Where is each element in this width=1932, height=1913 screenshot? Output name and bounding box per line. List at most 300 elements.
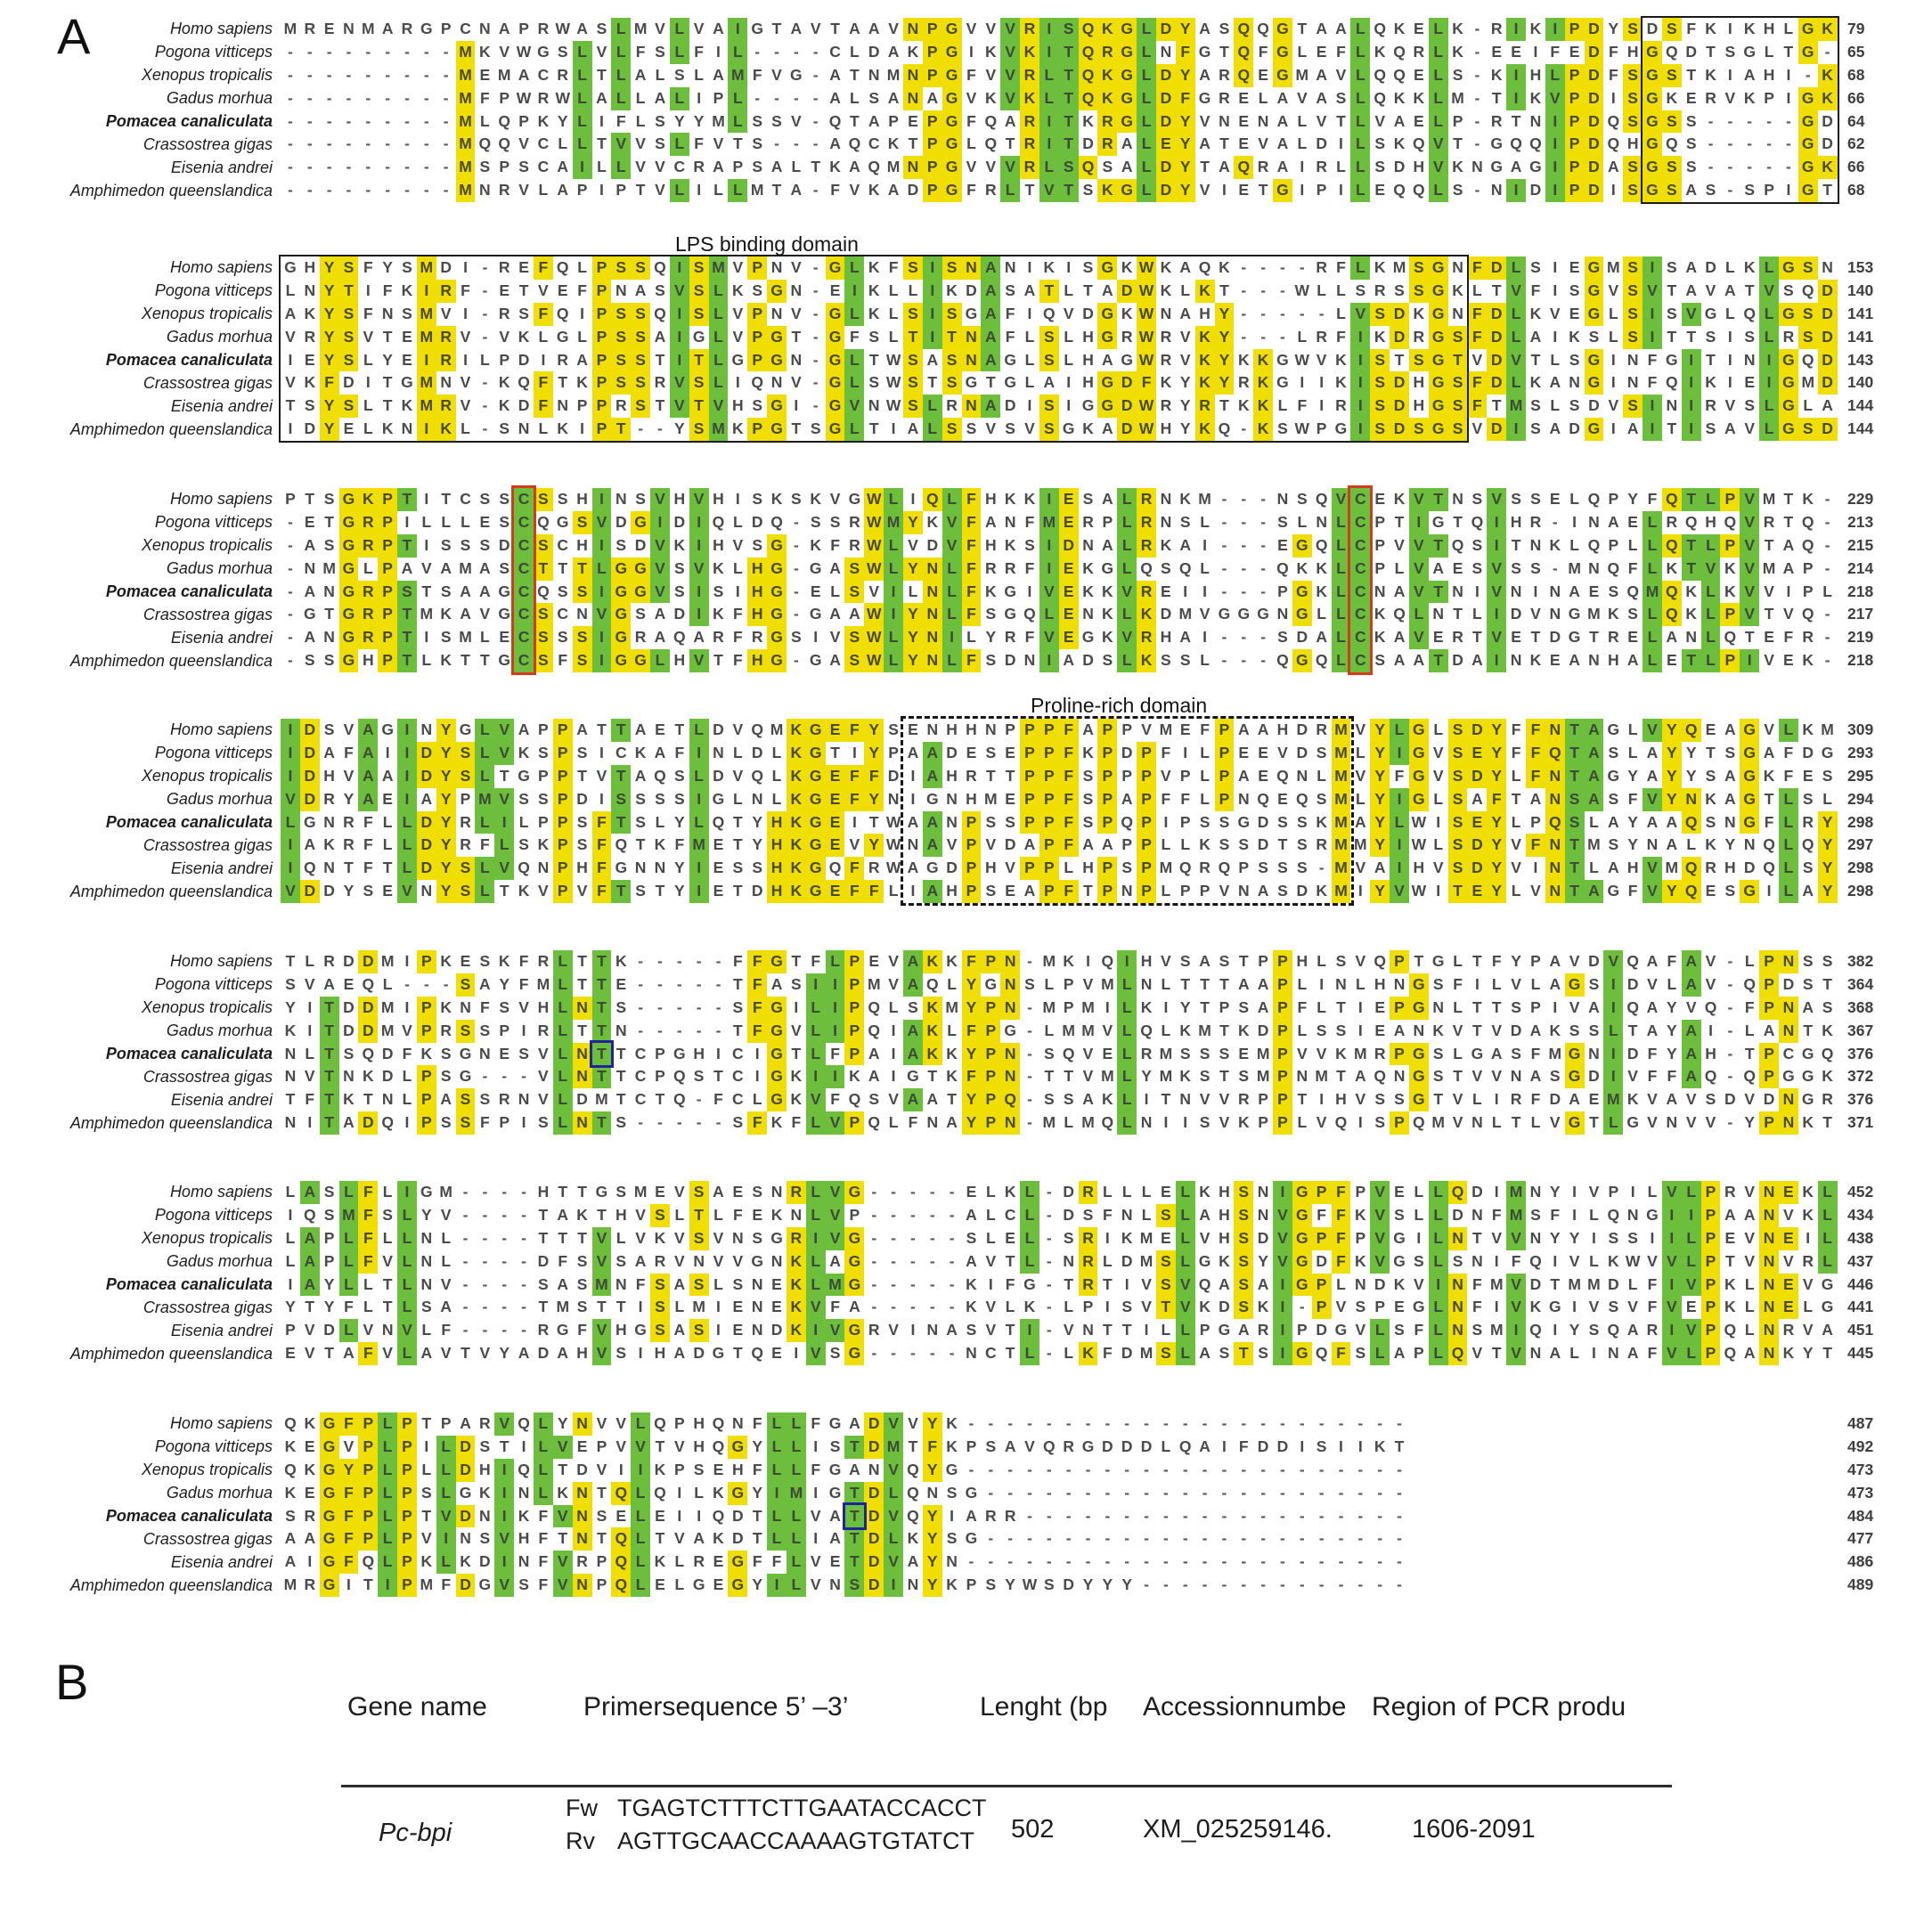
- residue-cell: I: [950, 1506, 955, 1525]
- residue-cell: S: [1798, 418, 1818, 441]
- residue-cell: P: [1020, 719, 1039, 742]
- residue-cell: I: [1643, 418, 1662, 441]
- gap-cell: -: [1552, 558, 1558, 577]
- residue-cell: M: [1332, 857, 1351, 880]
- gap-cell: -: [1085, 1414, 1091, 1432]
- residue-cell: V: [985, 1321, 997, 1339]
- gap-cell: -: [1280, 1552, 1285, 1571]
- gap-cell: -: [385, 65, 391, 84]
- residue-cell: D: [1585, 64, 1604, 87]
- residue-cell: S: [1156, 1250, 1176, 1274]
- residue-cell: S: [1588, 1021, 1600, 1039]
- residue-cell: S: [1414, 1251, 1424, 1270]
- residue-cell: G: [1548, 1298, 1561, 1316]
- residue-cell: L: [1429, 18, 1448, 41]
- gap-cell: -: [1144, 1460, 1149, 1478]
- residue-cell: E: [826, 765, 845, 788]
- residue-cell: P: [1565, 133, 1585, 156]
- residue-cell: E: [1549, 651, 1561, 670]
- residue-cell: K: [1490, 65, 1503, 84]
- residue-cell: V: [810, 20, 821, 37]
- residue-cell: L: [674, 1552, 685, 1571]
- residue-cell: T: [577, 766, 587, 785]
- residue-cell: D: [1121, 1251, 1133, 1270]
- residue-cell: F: [1647, 1298, 1658, 1316]
- residue-cell: I: [1545, 110, 1565, 134]
- residue-cell: Q: [907, 1483, 919, 1502]
- species-name: Eisenia andrei: [170, 1552, 273, 1571]
- residue-cell: N: [1140, 974, 1153, 993]
- residue-cell: H: [673, 651, 686, 670]
- residue-cell: Q: [1724, 628, 1737, 647]
- residue-cell: I: [813, 1437, 819, 1455]
- residue-cell: H: [1510, 512, 1522, 531]
- residue-cell: I: [923, 280, 942, 303]
- alignment-row: [0, 156, 1865, 179]
- residue-cell: G: [1568, 605, 1581, 623]
- gap-cell: -: [793, 651, 799, 670]
- residue-cell: P: [1199, 1321, 1211, 1339]
- residue-cell: A: [1276, 158, 1289, 176]
- residue-cell: A: [868, 111, 880, 130]
- gap-cell: -: [1144, 1483, 1149, 1502]
- gap-cell: -: [306, 42, 313, 61]
- residue-cell: Y: [752, 1437, 763, 1455]
- residue-cell: T: [1472, 997, 1482, 1016]
- residue-cell: V: [1199, 605, 1211, 623]
- residue-cell: I: [346, 1575, 351, 1594]
- residue-cell: P: [1121, 835, 1133, 854]
- alignment-row: [0, 1065, 1874, 1088]
- gap-cell: -: [1221, 1529, 1227, 1548]
- gap-cell: -: [1221, 1506, 1227, 1525]
- residue-cell: D: [1487, 303, 1506, 326]
- gap-cell: -: [482, 327, 488, 346]
- residue-cell: I: [1610, 350, 1616, 369]
- residue-cell: G: [320, 1505, 339, 1528]
- residue-cell: I: [728, 18, 747, 41]
- residue-cell: G: [826, 326, 845, 349]
- residue-cell: N: [1452, 258, 1463, 276]
- residue-cell: V: [908, 1414, 918, 1432]
- residue-cell: T: [732, 835, 743, 854]
- residue-cell: D: [673, 605, 686, 623]
- residue-cell: F: [864, 880, 884, 903]
- residue-cell: L: [1020, 1342, 1039, 1365]
- residue-cell: K: [1685, 605, 1697, 623]
- residue-cell: Q: [1801, 835, 1814, 854]
- residue-cell: V: [1759, 280, 1779, 303]
- alignment-row: [0, 1505, 1874, 1528]
- residue-cell: L: [1180, 835, 1191, 854]
- residue-cell: Y: [436, 765, 456, 788]
- residue-cell: S: [1822, 952, 1833, 970]
- residue-cell: S: [1102, 158, 1113, 176]
- residue-cell: Y: [285, 997, 296, 1016]
- residue-cell: L: [1117, 1065, 1137, 1088]
- residue-cell: T: [1429, 581, 1448, 604]
- residue-cell: P: [747, 349, 767, 372]
- residue-cell: F: [1647, 350, 1658, 369]
- residue-cell: P: [1097, 880, 1117, 903]
- gap-cell: -: [1046, 1344, 1052, 1363]
- gap-cell: -: [521, 1067, 526, 1086]
- residue-cell: T: [499, 766, 509, 785]
- residue-cell: D: [1156, 110, 1176, 134]
- residue-cell: L: [1117, 1043, 1137, 1066]
- residue-cell: I: [1027, 304, 1032, 322]
- residue-cell: E: [1491, 42, 1503, 61]
- residue-cell: Q: [1413, 134, 1425, 153]
- residue-cell: V: [420, 1529, 432, 1548]
- residue-cell: C: [514, 603, 534, 626]
- residue-cell: K: [810, 535, 822, 554]
- residue-cell: Y: [1685, 743, 1697, 761]
- gap-cell: -: [1552, 512, 1558, 531]
- residue-cell: I: [541, 350, 546, 369]
- gap-cell: -: [1338, 1483, 1344, 1502]
- residue-cell: G: [942, 133, 962, 156]
- residue-cell: Q: [770, 512, 783, 531]
- gap-cell: -: [871, 1344, 877, 1363]
- species-name: Homo sapiens: [169, 952, 273, 971]
- residue-cell: Y: [1662, 880, 1682, 903]
- residue-cell: F: [830, 1298, 840, 1316]
- residue-cell: Q: [848, 134, 861, 153]
- residue-cell: P: [553, 834, 573, 857]
- residue-cell: R: [1782, 327, 1795, 346]
- residue-cell: P: [1063, 997, 1074, 1016]
- species-name: Pogona vitticeps: [154, 513, 273, 532]
- residue-cell: G: [692, 327, 705, 346]
- gap-cell: -: [1397, 1414, 1402, 1432]
- residue-cell: L: [888, 281, 899, 299]
- residue-cell: S: [1588, 974, 1600, 993]
- residue-cell: S: [440, 582, 452, 600]
- residue-cell: A: [1666, 1090, 1678, 1109]
- residue-cell: Y: [436, 880, 456, 903]
- row-end-position: 153: [1847, 258, 1874, 276]
- residue-cell: H: [693, 1414, 705, 1432]
- species-name: Pomacea canaliculata: [105, 112, 273, 130]
- residue-cell: E: [1005, 1228, 1015, 1247]
- residue-cell: S: [573, 581, 592, 604]
- residue-cell: A: [1724, 766, 1736, 785]
- residue-cell: L: [1491, 974, 1502, 993]
- residue-cell: F: [534, 395, 553, 418]
- residue-cell: T: [655, 396, 665, 415]
- gap-cell: -: [501, 1205, 508, 1224]
- residue-cell: T: [732, 812, 743, 831]
- residue-cell: M: [456, 156, 476, 179]
- residue-cell: A: [926, 1090, 939, 1109]
- residue-cell: C: [868, 134, 880, 153]
- residue-cell: V: [615, 1437, 627, 1455]
- residue-cell: H: [1082, 373, 1094, 392]
- residue-cell: G: [1585, 418, 1604, 441]
- residue-cell: K: [284, 1437, 297, 1455]
- residue-cell: S: [479, 1437, 491, 1455]
- residue-cell: Y: [499, 974, 510, 993]
- row-end-position: 446: [1847, 1274, 1874, 1293]
- residue-cell: R: [436, 326, 456, 349]
- residue-cell: V: [538, 1090, 549, 1109]
- residue-cell: I: [1273, 1319, 1292, 1342]
- residue-cell: G: [459, 1044, 472, 1062]
- gap-cell: -: [306, 181, 313, 199]
- residue-cell: E: [479, 65, 491, 84]
- gap-cell: -: [793, 512, 799, 531]
- residue-cell: S: [985, 812, 997, 831]
- residue-cell: V: [1296, 1044, 1308, 1062]
- gap-cell: -: [1027, 1414, 1032, 1432]
- residue-cell: I: [910, 789, 916, 808]
- residue-cell: N: [1004, 258, 1016, 276]
- residue-cell: V: [689, 488, 709, 511]
- residue-cell: S: [966, 1228, 977, 1247]
- residue-cell: S: [689, 371, 709, 395]
- residue-cell: Q: [1218, 859, 1231, 877]
- residue-cell: S: [479, 490, 491, 508]
- residue-cell: V: [596, 1460, 607, 1478]
- residue-cell: D: [1452, 1205, 1463, 1224]
- residue-cell: L: [1297, 134, 1308, 153]
- residue-cell: P: [518, 20, 529, 37]
- row-end-position: 434: [1847, 1205, 1874, 1224]
- row-end-position: 140: [1847, 281, 1874, 299]
- residue-cell: I: [1409, 511, 1429, 534]
- residue-cell: P: [1565, 156, 1585, 179]
- residue-cell: L: [1803, 396, 1814, 415]
- residue-cell: P: [1121, 766, 1133, 785]
- residue-cell: I: [463, 304, 468, 322]
- residue-cell: N: [903, 18, 923, 41]
- residue-cell: V: [1355, 952, 1366, 970]
- residue-cell: L: [732, 512, 743, 531]
- residue-cell: T: [655, 882, 665, 900]
- residue-cell: F: [441, 1575, 452, 1594]
- residue-cell: V: [844, 395, 864, 418]
- residue-cell: P: [1273, 1020, 1292, 1043]
- residue-cell: S: [1744, 396, 1756, 415]
- residue-cell: L: [397, 1342, 417, 1365]
- residue-cell: L: [577, 327, 587, 346]
- residue-cell: L: [1336, 304, 1346, 322]
- residue-cell: F: [534, 256, 553, 280]
- residue-cell: S: [1370, 395, 1390, 418]
- gap-cell: -: [1105, 1460, 1111, 1478]
- residue-cell: A: [1743, 1205, 1756, 1224]
- residue-cell: Q: [1023, 605, 1036, 623]
- residue-cell: R: [849, 512, 860, 531]
- residue-cell: F: [1530, 1090, 1541, 1109]
- residue-cell: T: [597, 1483, 607, 1502]
- gap-cell: -: [1318, 1575, 1325, 1594]
- residue-cell: Q: [1374, 88, 1386, 107]
- residue-cell: P: [592, 395, 612, 418]
- residue-cell: K: [1705, 20, 1716, 37]
- residue-cell: D: [673, 512, 686, 531]
- residue-cell: S: [1530, 419, 1541, 438]
- residue-cell: D: [417, 742, 436, 765]
- residue-cell: H: [747, 558, 767, 581]
- residue-cell: A: [923, 880, 942, 903]
- residue-cell: S: [844, 626, 864, 649]
- residue-cell: E: [479, 512, 491, 531]
- gap-cell: -: [871, 1183, 877, 1201]
- residue-cell: L: [281, 811, 300, 834]
- residue-cell: A: [1585, 788, 1604, 811]
- residue-cell: T: [597, 720, 607, 738]
- gap-cell: -: [1727, 181, 1733, 199]
- gap-cell: -: [871, 1274, 877, 1293]
- gap-cell: -: [1065, 1506, 1072, 1525]
- residue-cell: L: [1336, 158, 1346, 176]
- residue-cell: I: [1506, 1319, 1526, 1342]
- residue-cell: D: [615, 512, 627, 531]
- residue-cell: D: [926, 535, 939, 554]
- residue-cell: P: [1701, 1274, 1721, 1297]
- residue-cell: S: [1024, 535, 1035, 554]
- residue-cell: L: [1429, 1342, 1448, 1365]
- residue-cell: A: [420, 1344, 433, 1363]
- residue-cell: L: [767, 1436, 787, 1459]
- residue-cell: I: [1474, 582, 1480, 600]
- residue-cell: Q: [1393, 65, 1406, 84]
- residue-cell: I: [1202, 582, 1208, 600]
- residue-cell: G: [1779, 303, 1798, 326]
- residue-cell: T: [558, 373, 568, 392]
- residue-cell: E: [285, 1344, 296, 1363]
- residue-cell: L: [1137, 179, 1156, 202]
- residue-cell: P: [1452, 111, 1463, 130]
- residue-cell: L: [1117, 1020, 1137, 1043]
- residue-cell: D: [300, 788, 320, 811]
- gap-cell: -: [1124, 1414, 1130, 1432]
- residue-cell: T: [611, 880, 631, 903]
- alignment-row: [0, 256, 1874, 280]
- residue-cell: C: [537, 158, 550, 176]
- residue-cell: F: [635, 42, 646, 61]
- residue-cell: I: [1643, 256, 1662, 280]
- residue-cell: L: [1701, 649, 1721, 672]
- residue-cell: N: [343, 1067, 355, 1086]
- residue-cell: D: [1685, 42, 1697, 61]
- residue-cell: S: [1662, 179, 1682, 202]
- panel-b-label: B: [55, 1654, 89, 1710]
- residue-cell: D: [1818, 326, 1838, 349]
- residue-cell: V: [806, 1342, 826, 1365]
- residue-cell: W: [864, 603, 884, 626]
- residue-cell: K: [923, 1020, 942, 1043]
- residue-cell: K: [1237, 1113, 1250, 1132]
- row-end-position: 487: [1847, 1414, 1874, 1432]
- gap-cell: -: [793, 42, 799, 61]
- residue-cell: L: [1643, 649, 1662, 672]
- alignment-row: [0, 742, 1874, 765]
- gap-cell: -: [423, 181, 429, 199]
- residue-cell: N: [381, 1321, 394, 1339]
- residue-cell: P: [1020, 742, 1039, 765]
- residue-cell: S: [1234, 1296, 1253, 1319]
- residue-cell: D: [358, 950, 378, 973]
- residue-cell: Y: [436, 742, 456, 765]
- residue-cell: S: [1608, 835, 1619, 854]
- residue-cell: A: [1179, 304, 1192, 322]
- residue-cell: S: [903, 303, 923, 326]
- residue-cell: Y: [343, 882, 355, 900]
- residue-cell: L: [1137, 87, 1156, 110]
- residue-cell: I: [1273, 1342, 1292, 1365]
- residue-cell: L: [1200, 789, 1210, 808]
- row-end-position: 441: [1847, 1298, 1874, 1316]
- gap-cell: -: [1708, 111, 1714, 130]
- gap-cell: -: [1046, 1298, 1052, 1316]
- residue-cell: G: [844, 1342, 864, 1365]
- residue-cell: F: [1005, 304, 1015, 322]
- residue-cell: V: [1627, 1298, 1638, 1316]
- residue-cell: V: [884, 1505, 903, 1528]
- species-name: Pogona vitticeps: [154, 281, 273, 300]
- residue-cell: L: [1643, 603, 1662, 626]
- residue-cell: W: [555, 88, 570, 107]
- residue-cell: F: [962, 1020, 982, 1043]
- residue-cell: E: [343, 974, 355, 993]
- residue-cell: R: [868, 859, 880, 877]
- residue-cell: M: [770, 720, 784, 738]
- residue-cell: T: [830, 743, 840, 761]
- residue-cell: T: [285, 396, 296, 415]
- residue-cell: S: [732, 1274, 744, 1293]
- residue-cell: A: [923, 811, 942, 834]
- residue-cell: N: [1545, 719, 1565, 742]
- residue-cell: K: [436, 418, 456, 441]
- gap-cell: -: [326, 65, 332, 84]
- residue-cell: I: [813, 1483, 819, 1502]
- residue-cell: L: [1200, 558, 1210, 577]
- residue-cell: A: [926, 88, 939, 107]
- residue-cell: A: [1782, 535, 1795, 554]
- row-end-position: 298: [1847, 882, 1874, 900]
- residue-cell: V: [1764, 651, 1774, 670]
- gap-cell: -: [423, 158, 429, 176]
- residue-cell: L: [285, 1251, 296, 1270]
- residue-cell: P: [518, 111, 529, 130]
- residue-cell: T: [1044, 1067, 1055, 1086]
- residue-cell: L: [1429, 1296, 1448, 1319]
- residue-cell: S: [635, 490, 646, 508]
- residue-cell: I: [1039, 488, 1059, 511]
- residue-cell: S: [339, 256, 359, 280]
- residue-cell: L: [791, 158, 802, 176]
- residue-cell: S: [689, 280, 709, 303]
- residue-cell: I: [716, 1044, 721, 1062]
- gap-cell: -: [988, 1460, 994, 1478]
- residue-cell: N: [770, 1251, 783, 1270]
- residue-cell: I: [494, 1459, 514, 1482]
- gap-cell: -: [1397, 1552, 1402, 1571]
- residue-cell: F: [1647, 373, 1658, 392]
- residue-cell: V: [908, 535, 918, 554]
- residue-cell: F: [1550, 1205, 1561, 1224]
- residue-cell: D: [1467, 765, 1487, 788]
- residue-cell: V: [650, 534, 670, 558]
- residue-cell: W: [1137, 326, 1156, 349]
- residue-cell: W: [1294, 350, 1310, 369]
- residue-cell: C: [460, 20, 471, 37]
- row-end-position: 217: [1847, 605, 1874, 623]
- residue-cell: G: [1121, 350, 1134, 369]
